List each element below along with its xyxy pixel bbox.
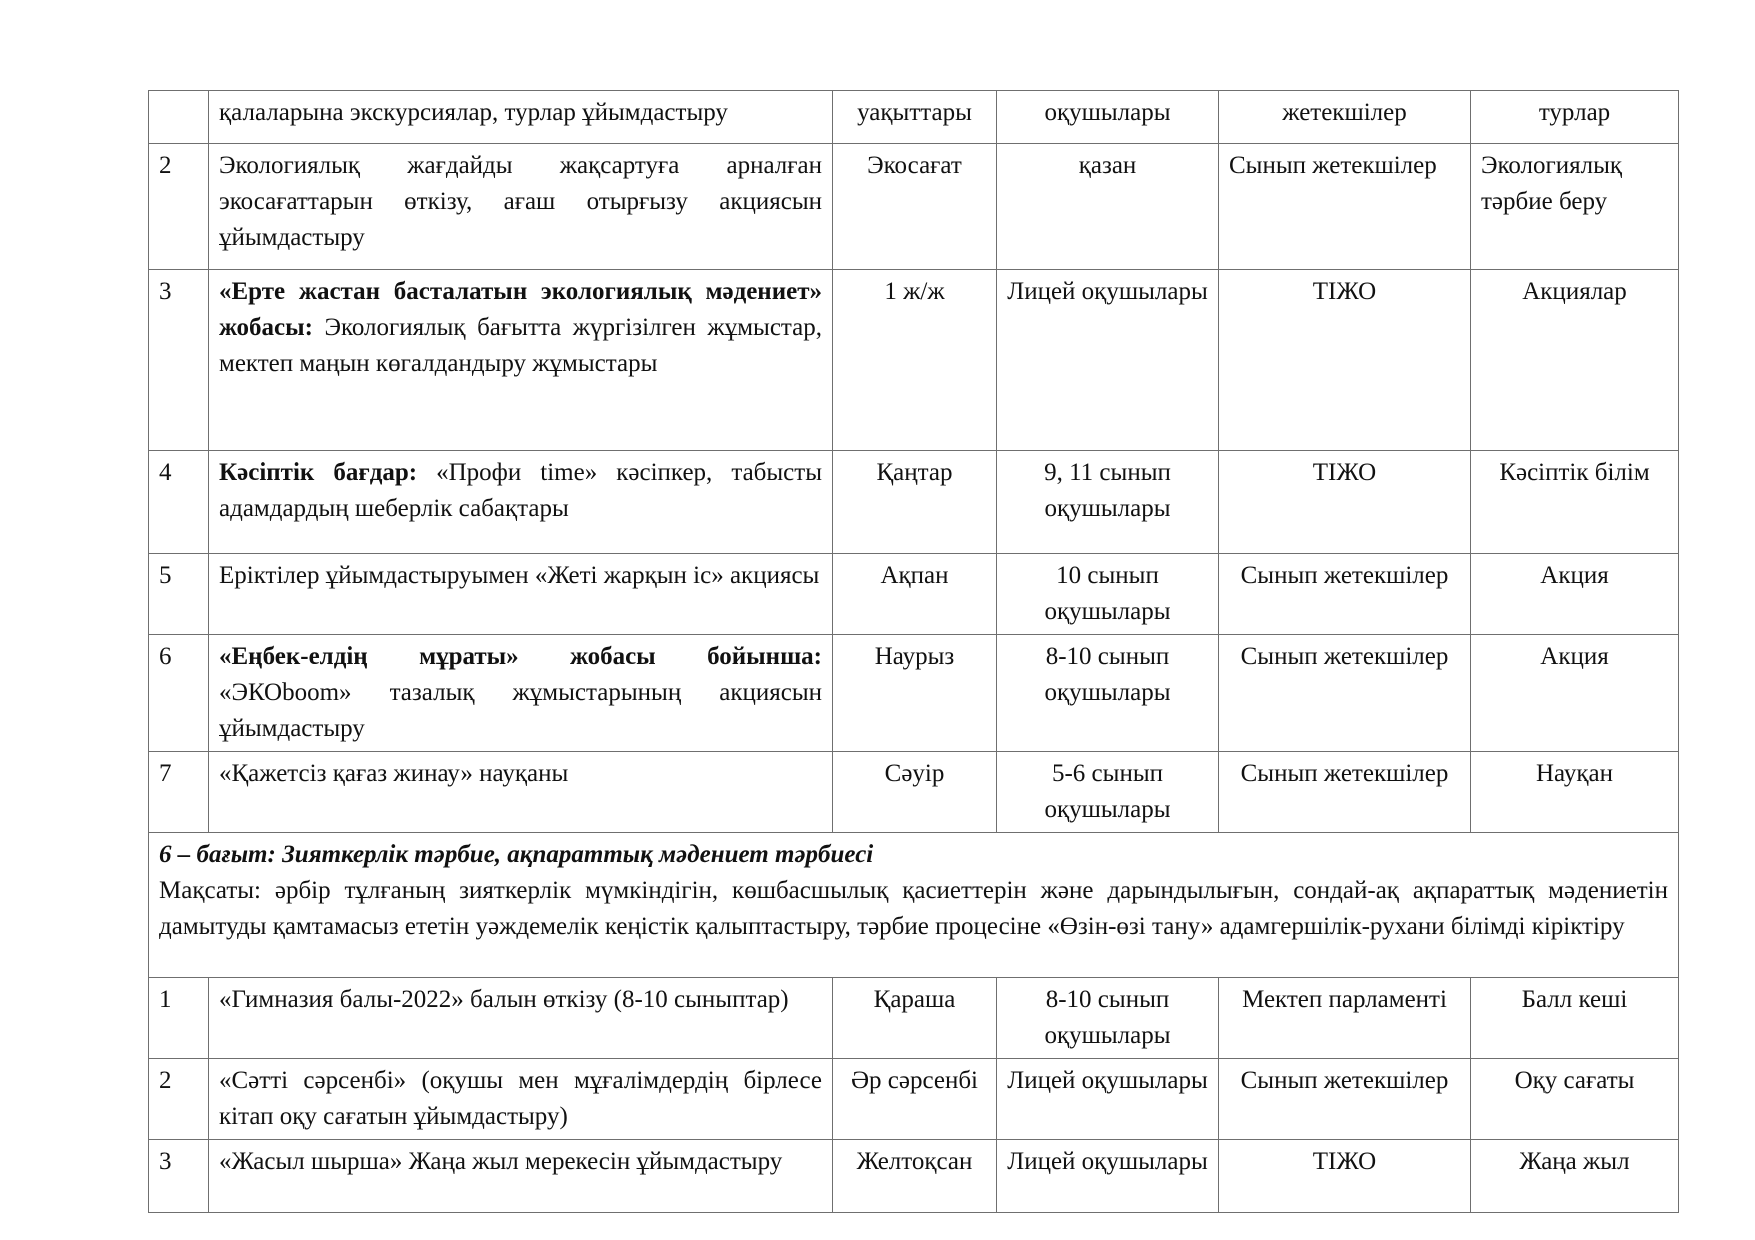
responsible-cell: Сынып жетекшілер bbox=[1219, 144, 1471, 270]
activity-cell bbox=[209, 144, 833, 270]
row-number: 1 bbox=[149, 978, 209, 1059]
activity-cell bbox=[209, 554, 833, 635]
date-cell: Сәуір bbox=[833, 752, 997, 833]
form-cell: Акциялар bbox=[1471, 270, 1679, 451]
activity-cell bbox=[209, 91, 833, 144]
date-cell: Ақпан bbox=[833, 554, 997, 635]
participants-cell: Лицей оқушылары bbox=[997, 1059, 1219, 1140]
row-number: 7 bbox=[149, 752, 209, 833]
participants-cell: Лицей оқушылары bbox=[997, 1140, 1219, 1213]
participants-cell: қазан bbox=[997, 144, 1219, 270]
activity-text: «ЭКОboom» тазалық жұмыстарының акциясын ұйымдастыру bbox=[219, 679, 822, 742]
participants-cell: Лицей оқушылары bbox=[997, 270, 1219, 451]
activity-cell bbox=[209, 270, 833, 451]
form-cell: турлар bbox=[1471, 91, 1679, 144]
activity-cell bbox=[209, 752, 833, 833]
row-number bbox=[149, 91, 209, 144]
date-cell: Қараша bbox=[833, 978, 997, 1059]
responsible-cell: ТІЖО bbox=[1219, 1140, 1471, 1213]
activity-text: «Сәтті сәрсенбі» (оқушы мен мұғалімдердің бірлесе кітап оқу сағатын ұйымдастыру) bbox=[219, 1067, 822, 1130]
plan-table bbox=[148, 90, 1679, 1213]
date-cell: Әр сәрсенбі bbox=[833, 1059, 997, 1140]
row-number: 2 bbox=[149, 144, 209, 270]
responsible-cell: Сынып жетекшілер bbox=[1219, 554, 1471, 635]
form-cell: Науқан bbox=[1471, 752, 1679, 833]
form-cell: Жаңа жыл bbox=[1471, 1140, 1679, 1213]
row-number: 3 bbox=[149, 270, 209, 451]
participants-cell: оқушылары bbox=[997, 91, 1219, 144]
row-number: 3 bbox=[149, 1140, 209, 1213]
activity-project-title: «Еңбек-елдің мұраты» жобасы бойынша: bbox=[219, 643, 822, 670]
responsible-cell: жетекшілер bbox=[1219, 91, 1471, 144]
table-row bbox=[149, 270, 1679, 451]
form-cell: Кәсіптік білім bbox=[1471, 451, 1679, 554]
activity-project-title: Кәсіптік бағдар: bbox=[219, 459, 418, 486]
date-cell: Қаңтар bbox=[833, 451, 997, 554]
form-cell: Акция bbox=[1471, 635, 1679, 752]
form-cell: Балл кеші bbox=[1471, 978, 1679, 1059]
section-cell bbox=[149, 833, 1679, 978]
table-row bbox=[149, 451, 1679, 554]
section-title: 6 – бағыт: Зияткерлік тәрбие, ақпараттық мәдениет тәрбиесі bbox=[159, 841, 874, 868]
responsible-cell: Сынып жетекшілер bbox=[1219, 1059, 1471, 1140]
table-row bbox=[149, 635, 1679, 752]
date-cell: Экосағат bbox=[833, 144, 997, 270]
date-cell: Желтоқсан bbox=[833, 1140, 997, 1213]
activity-text: «Жасыл шырша» Жаңа жыл мерекесін ұйымдастыру bbox=[219, 1148, 783, 1175]
row-number: 6 bbox=[149, 635, 209, 752]
activity-cell bbox=[209, 451, 833, 554]
activity-text: Еріктілер ұйымдастыруымен «Жеті жарқын іс» акциясы bbox=[219, 562, 820, 589]
responsible-cell: Сынып жетекшілер bbox=[1219, 752, 1471, 833]
row-number: 4 bbox=[149, 451, 209, 554]
section-goal: Мақсаты: әрбір тұлғаның зияткерлік мүмкіндігін, көшбасшылық қасиеттерін және дарындылығын, сондай-ақ ақпараттық мәдениетін дамытуды қамтамасыз ететін уәждемелік кеңістік қалыптастыру, тәрбие процесіне «Өзін-өзі тану» адамгершілік-рухани білімді кіріктіру bbox=[159, 877, 1668, 940]
activity-text: қалаларына экскурсиялар, турлар ұйымдастыру bbox=[219, 99, 728, 126]
activity-text: Экологиялық жағдайды жақсартуға арналған экосағаттарын өткізу, ағаш отырғызу акциясын ұйымдастыру bbox=[219, 152, 822, 251]
activity-text: «Гимназия балы-2022» балын өткізу (8-10 сыныптар) bbox=[219, 986, 789, 1013]
activity-cell bbox=[209, 1140, 833, 1213]
form-cell: Акция bbox=[1471, 554, 1679, 635]
activity-text: «Профи time» кәсіпкер, табысты адамдардың шеберлік сабақтары bbox=[219, 459, 823, 522]
participants-cell: 9, 11 сынып оқушылары bbox=[997, 451, 1219, 554]
date-cell: уақыттары bbox=[833, 91, 997, 144]
section-row bbox=[149, 833, 1679, 978]
form-cell: Экологиялық тәрбие беру bbox=[1471, 144, 1679, 270]
activity-cell bbox=[209, 1059, 833, 1140]
row-number: 5 bbox=[149, 554, 209, 635]
table-row bbox=[149, 1059, 1679, 1140]
form-cell: Оқу сағаты bbox=[1471, 1059, 1679, 1140]
participants-cell: 8-10 сынып оқушылары bbox=[997, 978, 1219, 1059]
responsible-cell: ТІЖО bbox=[1219, 451, 1471, 554]
activity-text: «Қажетсіз қағаз жинау» науқаны bbox=[219, 760, 569, 787]
activity-cell bbox=[209, 635, 833, 752]
participants-cell: 10 сынып оқушылары bbox=[997, 554, 1219, 635]
table-row bbox=[149, 1140, 1679, 1213]
table-row bbox=[149, 144, 1679, 270]
date-cell: Наурыз bbox=[833, 635, 997, 752]
activity-project-title: «Ерте жастан басталатын экологиялық мәдениет» жобасы: bbox=[219, 278, 822, 341]
row-number: 2 bbox=[149, 1059, 209, 1140]
responsible-cell: Мектеп парламенті bbox=[1219, 978, 1471, 1059]
responsible-cell: ТІЖО bbox=[1219, 270, 1471, 451]
responsible-cell: Сынып жетекшілер bbox=[1219, 635, 1471, 752]
table-row bbox=[149, 752, 1679, 833]
activity-text: Экологиялық бағытта жүргізілген жұмыстар, мектеп маңын көгалдандыру жұмыстары bbox=[219, 314, 822, 377]
participants-cell: 8-10 сынып оқушылары bbox=[997, 635, 1219, 752]
date-cell: 1 ж/ж bbox=[833, 270, 997, 451]
table-row bbox=[149, 554, 1679, 635]
participants-cell: 5-6 сынып оқушылары bbox=[997, 752, 1219, 833]
activity-cell bbox=[209, 978, 833, 1059]
table-row bbox=[149, 978, 1679, 1059]
table-row bbox=[149, 91, 1679, 144]
